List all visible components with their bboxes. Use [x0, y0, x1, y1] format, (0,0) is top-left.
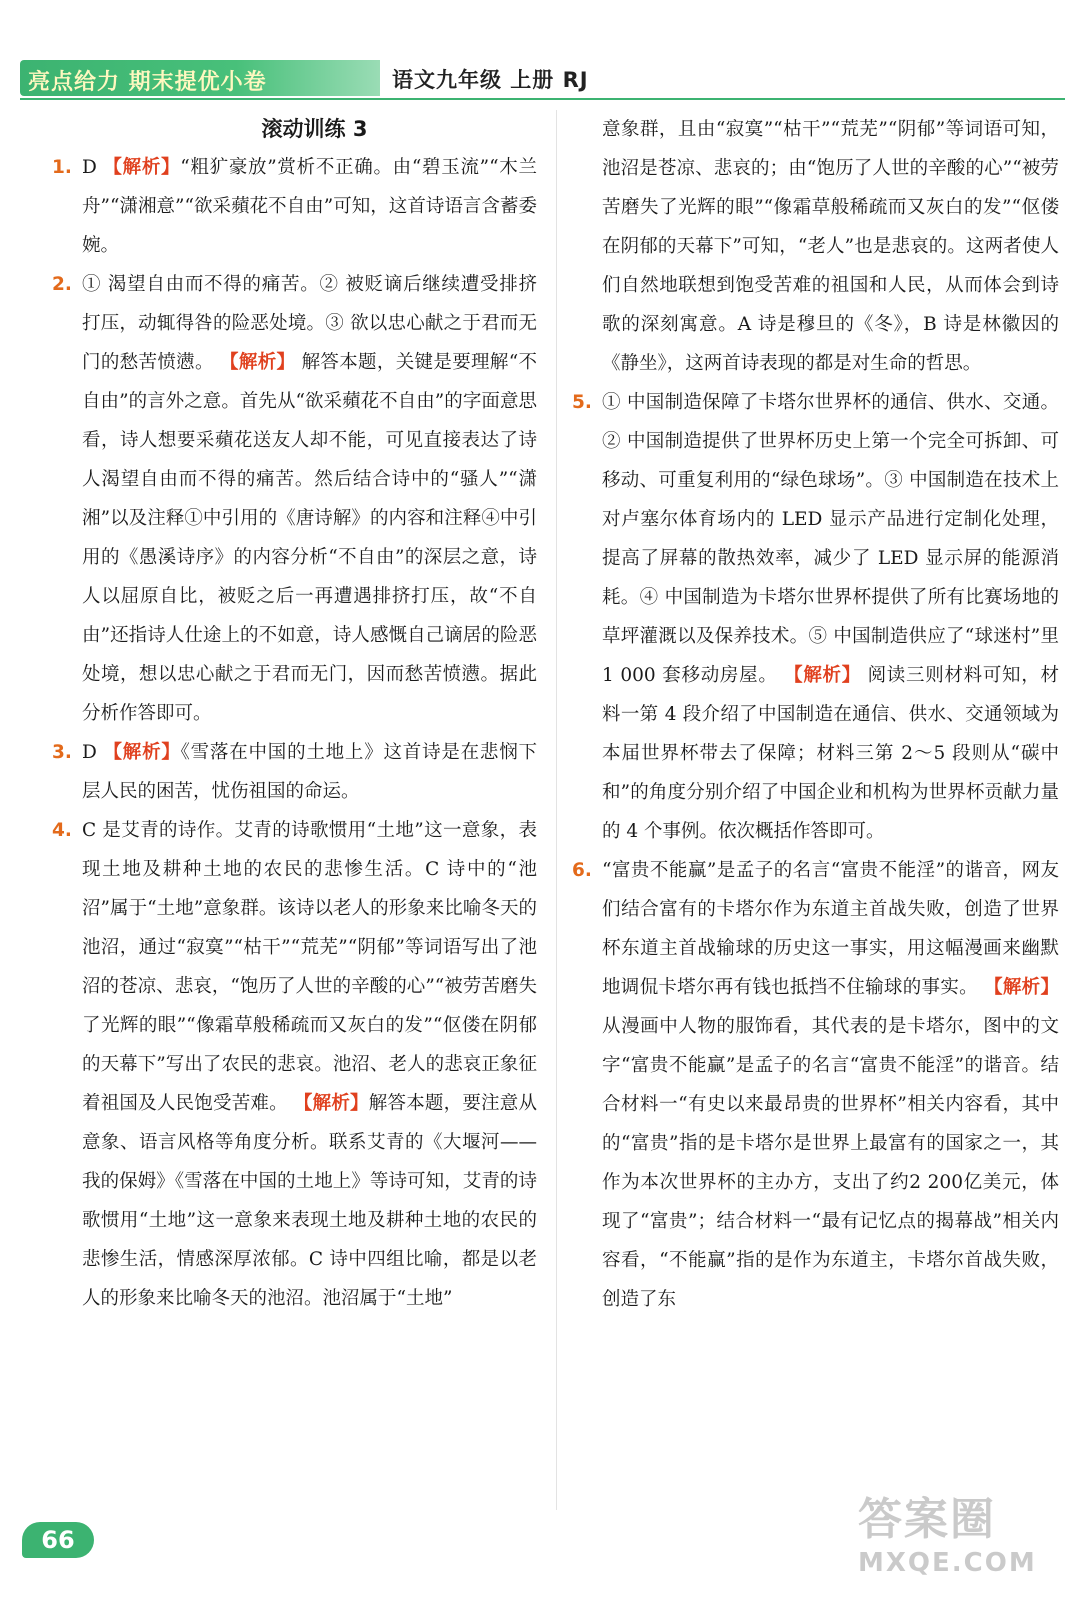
analysis-text: 从漫画中人物的服饰看，其代表的是卡塔尔，图中的文字“富贵不能赢”是孟子的名言“富贵不能淫”的谐音。结合材料一“有史以来最昂贵的世界杯”相关内容看，其中的“富贵”指的是卡塔尔是世界上最富有的国家之一，其作为本次世界杯的主办方，支出了约2 200亿美元，体现了“富贵”；结合材料一“最有记忆点的揭幕战”相关内容看，“不能赢”指的是作为东道主，卡塔尔首战失败，创造了东	[602, 1016, 1059, 1310]
item-number: 3.	[52, 742, 72, 763]
brand-band	[20, 60, 380, 96]
answer-item-6	[572, 851, 1059, 1319]
watermark-text: 答案圈	[858, 1494, 996, 1545]
answer-item-5	[572, 383, 1059, 851]
item-number: 2.	[52, 274, 72, 295]
item-text	[82, 148, 537, 265]
answer-text: ① 中国制造保障了卡塔尔世界杯的通信、供水、交通。② 中国制造提供了世界杯历史上第一个完全可拆卸、可移动、可重复利用的“绿色球场”。③ 中国制造在技术上对卢塞尔体育场内的 LED 显示产品进行定制化处理，提高了屏幕的散热效率，减少了 LED 显示屏的能源消耗。④ 中国制造为卡塔尔世界杯提供了所有比赛场地的草坪灌溉以及保养技术。⑤ 中国制造供应了“球迷村”里 1 000 套移动房屋。	[602, 392, 1059, 686]
item-text	[82, 265, 537, 733]
analysis-text: 解答本题，要注意从意象、语言风格等角度分析。联系艾青的《大堰河——我的保姆》《雪落在中国的土地上》等诗可知，艾青的诗歌惯用“土地”这一意象来表现土地及耕种土地的农民的悲惨生活，情感深厚浓郁。C 诗中四组比喻，都是以老人的形象来比喻冬天的池沼。池沼属于“土地”	[82, 1093, 537, 1309]
answer-text: “富贵不能赢”是孟子的名言“富贵不能淫”的谐音，网友们结合富有的卡塔尔作为东道主首战失败，创造了世界杯东道主首战输球的历史这一事实，用这幅漫画来幽默地调侃卡塔尔再有钱也抵挡不住输球的事实。	[602, 860, 1059, 998]
right-column	[572, 110, 1059, 1319]
item-text	[82, 733, 537, 811]
analysis-text: 解答本题，关键是要理解“不自由”的言外之意。首先从“欲采蘋花不自由”的字面意思看，诗人想要采蘋花送友人却不能，可见直接表达了诗人渴望自由而不得的痛苦。然后结合诗中的“骚人”“潇湘”以及注释①中引用的《唐诗解》的内容和注释④中引用的《愚溪诗序》的内容分析“不自由”的深层之意，诗人以屈原自比，被贬之后一再遭遇排挤打压，故“不自由”还指诗人仕途上的不如意，诗人感慨自己谪居的险恶处境，想以忠心献之于君而无门，因而愁苦愤懑。据此分析作答即可。	[82, 352, 537, 724]
item-text	[82, 811, 537, 1318]
column-divider	[556, 110, 557, 1510]
watermark-domain: MXQE.COM	[858, 1548, 1037, 1578]
subject-label: 语文九年级 上册 RJ	[392, 68, 589, 92]
analysis-tag: 【解析】	[784, 665, 861, 686]
brand-title: 亮点给力 期末提优小卷	[28, 70, 267, 95]
item-number: 1.	[52, 157, 72, 178]
answer-item-4	[52, 811, 537, 1318]
item-number: 5.	[572, 392, 592, 413]
left-column	[52, 110, 537, 1318]
analysis-tag: 【解析】	[220, 352, 296, 373]
section-title: 滚动训练 3	[261, 117, 368, 141]
analysis-text: 《雪落在中国的土地上》这首诗是在悲悯下层人民的困苦，忧伤祖国的命运。	[82, 742, 537, 802]
answer-text: ① 渴望自由而不得的痛苦。② 被贬谪后继续遭受排挤打压，动辄得咎的险恶处境。③ 欲以忠心献之于君而无门的愁苦愤懑。	[82, 274, 537, 373]
item-number: 6.	[572, 860, 592, 881]
analysis-tag: 【解析】	[293, 1093, 369, 1114]
answer-text: D	[82, 157, 104, 178]
analysis-tag: 【解析】	[103, 742, 181, 763]
item-text	[602, 383, 1059, 851]
page-number: 66	[22, 1522, 94, 1558]
analysis-tag: 【解析】	[103, 157, 181, 178]
page-header	[20, 58, 1065, 98]
item-4-continuation: 意象群，且由“寂寞”“枯干”“荒芜”“阴郁”等词语可知，池沼是苍凉、悲哀的；由“饱历了人世的辛酸的心”“被劳苦磨失了光辉的眼”“像霜草般稀疏而又灰白的发”“伛偻在阴郁的天幕下”可知，“老人”也是悲哀的。这两者使人们自然地联想到饱受苦难的祖国和人民，从而体会到诗歌的深刻寓意。A 诗是穆旦的《冬》，B 诗是林徽因的《静坐》，这两首诗表现的都是对生命的哲思。	[602, 119, 1059, 374]
item-number: 4.	[52, 820, 72, 841]
item-text	[602, 851, 1059, 1319]
answer-item-1	[52, 148, 537, 265]
watermark-logo	[858, 1492, 1058, 1592]
answer-text: D	[82, 742, 104, 763]
analysis-tag: 【解析】	[984, 977, 1059, 998]
answer-text: C 是艾青的诗作。艾青的诗歌惯用“土地”这一意象，表现土地及耕种土地的农民的悲惨生活。C 诗中的“池沼”属于“土地”意象群。该诗以老人的形象来比喻冬天的池沼，通过“寂寞”“枯干”“荒芜”“阴郁”等词语写出了池沼的苍凉、悲哀，“饱历了人世的辛酸的心”“被劳苦磨失了光辉的眼”“像霜草般稀疏而又灰白的发”“伛偻在阴郁的天幕下”写出了农民的悲哀。池沼、老人的悲哀正象征着祖国及人民饱受苦难。	[82, 820, 537, 1114]
answer-item-2	[52, 265, 537, 733]
analysis-text: “粗犷豪放”赏析不正确。由“碧玉流”“木兰舟”“潇湘意”“欲采蘋花不自由”可知，这首诗语言含蓄委婉。	[82, 157, 537, 256]
answer-item-3	[52, 733, 537, 811]
header-rule	[20, 98, 1065, 100]
analysis-text: 阅读三则材料可知，材料一第 4 段介绍了中国制造在通信、供水、交通领域为本届世界杯带去了保障；材料三第 2～5 段则从“碳中和”的角度分别介绍了中国企业和机构为世界杯贡献力量的 4 个事例。依次概括作答即可。	[602, 665, 1059, 842]
